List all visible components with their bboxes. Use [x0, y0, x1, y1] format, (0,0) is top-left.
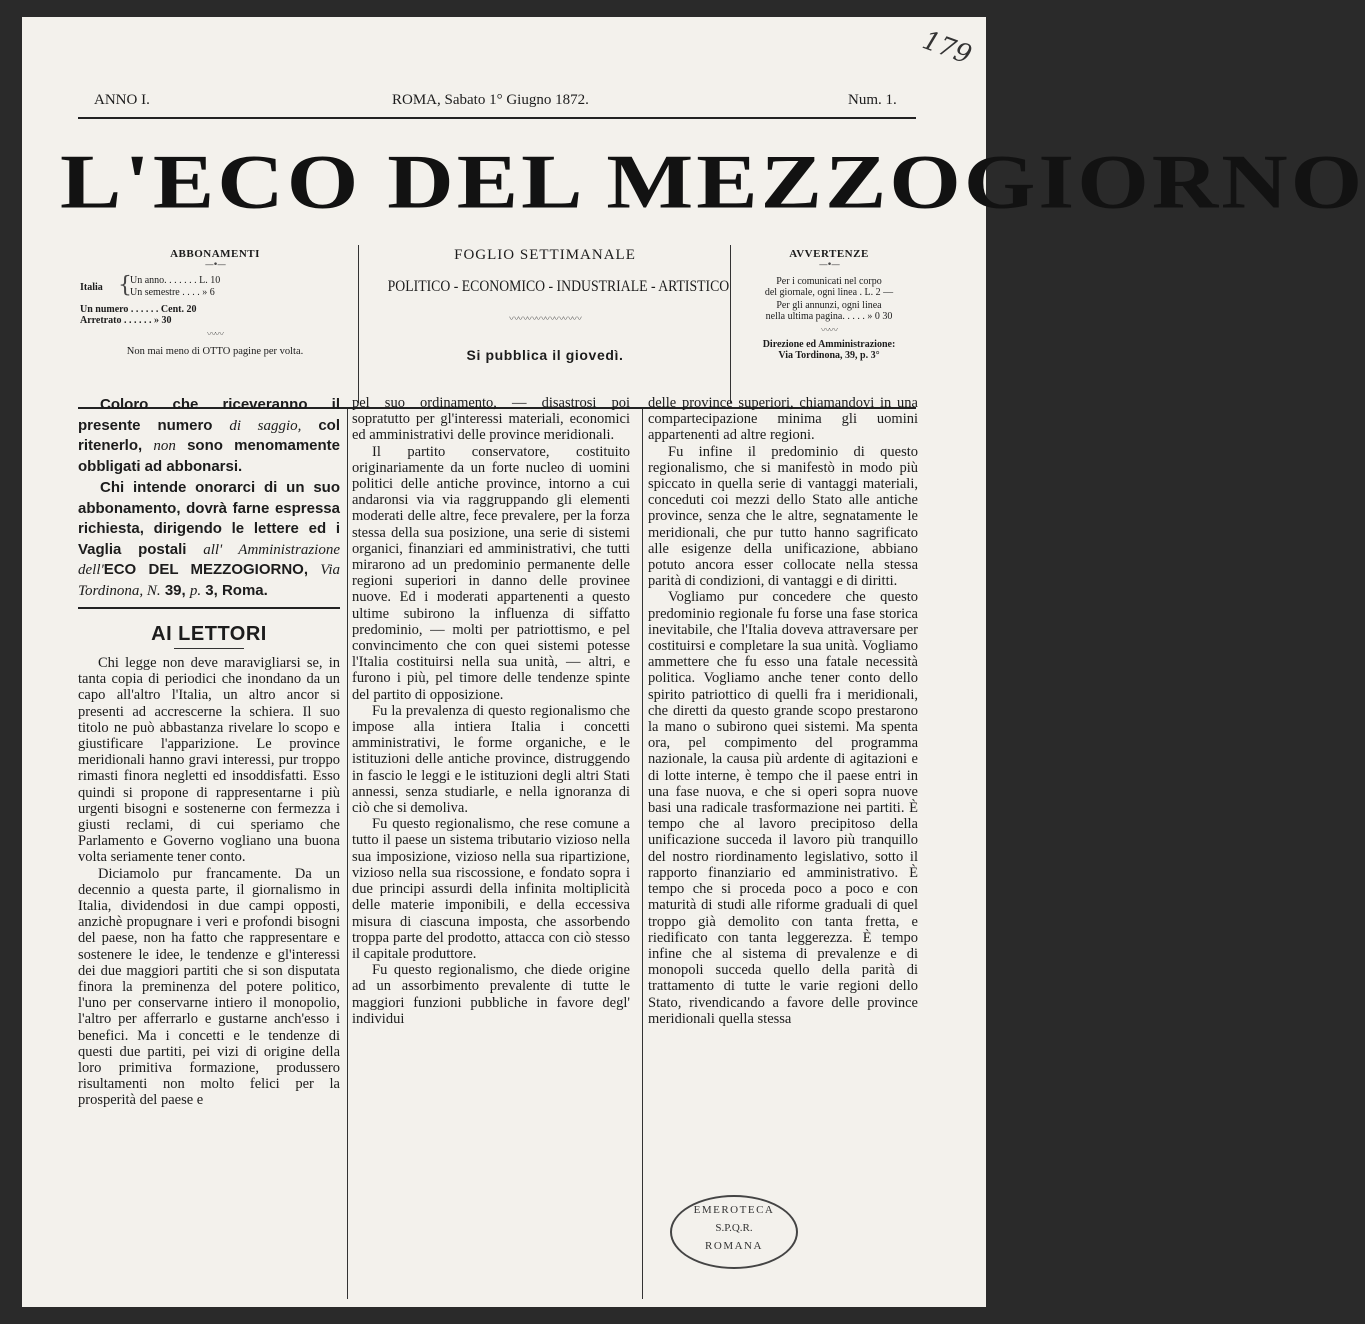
- notices-line2: del giornale, ogni linea . L. 2 —: [764, 287, 894, 298]
- subtitle-line1: FOGLIO SETTIMANALE: [454, 247, 636, 263]
- notices-line3: Per gli annunzi, ogni linea: [776, 300, 882, 311]
- paragraph: pel suo ordinamento, — disastrosi poi sopratutto per gl'interessi materiali, economici ed amministrativi delle province meridionali.: [352, 395, 630, 444]
- dateline: ROMA, Sabato 1° Giugno 1872.: [392, 92, 589, 108]
- subscription-semester: Un semestre . . . . » 6: [130, 287, 215, 298]
- paragraph: delle province superiori, chiamandovi in una compartecipazione minima gli uomini appartenenti ad altre regioni.: [648, 395, 918, 444]
- subscriptions-heading: ABBONAMENTI: [170, 248, 260, 260]
- subtitle-line2: POLITICO - ECONOMICO - INDUSTRIALE - ARTISTICO: [387, 278, 730, 295]
- paragraph: Fu questo regionalismo, che diede origine ad un assorbimento prevalente di tutte le maggiori funzioni pubbliche in favore degl' individui: [352, 962, 630, 1027]
- paragraph: Vogliamo pur concedere che questo predominio regionale fu forse una fase storica inevitabile, che l'Italia doveva attraversare per costituirsi e completare la sua unità. Vogliamo ammettere che fu esso una fatale necessità politica. Vogliamo anche tener conto dello spirito patriottico di quelli fra i meridionali, che diretti da questo grande scopo prestarono la mano o subirono quei sistemi. Ma spenta ora, pel compimento del programma nazionale, la causa più ardente di agitazioni e di lotte interne, è tempo che il paese entri in una fase nuova, e che si operi sopra nuove basi una radicale trasformazione nei partiti. È tempo che al lavoro precipitoso della unificazione succeda il lavoro più tranquillo del nostro riordinamento legislativo, sotto il rapporto finanziario ed amministrativo. È tempo che si proceda poco a poco e con maturità di studi alle riforme graduali di quel troppo già demolito con tanta fretta, e riedificato con tanta leggerezza. È tempo infine che al sistema di prevalenze e di monopoli succeda quello della parità di trattamento di tutte le varie regioni dello Stato, rivendicando a favore delle province meridionali quella stessa: [648, 589, 918, 1027]
- paragraph: Fu infine il predominio di questo regionalismo, che si manifestò in modo più spiccato in quella serie di vantaggi materiali, conceduti coi mezzi dello Stato alle antiche province, senza che le altre, segnatamente le meridionali, che pur tutto hanno sagrificato alle esigenze della unificazione, abbiano potuto ancora esser collocate nella stessa parità di condizioni, di vantaggi e di diritti.: [648, 443, 918, 590]
- heading-underline: [174, 648, 244, 649]
- column-1: [78, 395, 340, 1109]
- article-column-3: [648, 395, 918, 1027]
- notice-rule: [78, 607, 340, 609]
- publication-schedule: Si pubblica il giovedì.: [466, 347, 624, 363]
- year-label: ANNO I.: [94, 92, 150, 108]
- newspaper-page: [22, 17, 1365, 1307]
- ornament: 〰〰: [820, 326, 837, 336]
- header-divider-left: [358, 245, 359, 403]
- issue-number: Num. 1.: [848, 92, 897, 108]
- single-issue-price: Un numero . . . . . . Cent. 20: [80, 304, 197, 315]
- notices-line4: nella ultima pagina. . . . . » 0 30: [765, 311, 893, 322]
- paragraph: Diciamolo pur francamente. Da un decennio a questa parte, il giornalismo in Italia, dividendosi in due campi opposti, anzichè propugnare i veri e profondi bisogni del paese, non ha fatto che rappresentare e sostenere le idee, le tendenze e gl'interessi dei due maggiori partiti che si son disputata finora la preminenza del potere politico, l'uno per conservarne intiero il monopolio, l'altro per afferrarlo e gustarne anch'esso i benefici. Ma i concetti e le tendenze di questi due partiti, pei vizi di origine della loro primitiva formazione, produssero risultamenti non molto felici per la prosperità del paese e: [78, 865, 340, 1109]
- subscription-year: Un anno. . . . . . . L. 10: [130, 275, 221, 286]
- paragraph: Fu la prevalenza di questo regionalismo che impose alla intiera Italia i concetti amministrativi, le forme organiche, e le istituzioni delle antiche province, distruggendo in fascio le leggi e le istituzioni degli altri Stati annessi, senza studiarle, e nella ignoranza di ciò che si demoliva.: [352, 702, 630, 817]
- library-stamp: [670, 1195, 798, 1269]
- admin-line1: Direzione ed Amministrazione:: [762, 339, 896, 350]
- center-header: [362, 247, 728, 363]
- stamp-top: EMEROTECA: [693, 1204, 775, 1216]
- brace-glyph: {: [118, 273, 132, 298]
- ornament: —•—: [818, 260, 840, 270]
- paragraph: Fu questo regionalismo, che rese comune a tutto il paese un sistema tributario vizioso nella sua imposizione, vizioso nella sua ripartizione, vizioso nella sua riscossione, e fondato sopra i due principi assurdi della infinita moltiplicità delle materie imponibili, e della eccessiva misura di ciascuna imposta, che assorbendo troppa parte del prodotto, attacca con ciò stesso il capitale produttore.: [352, 816, 630, 962]
- notices-line1: Per i comunicati nel corpo: [776, 276, 882, 287]
- subscriptions-region: Italia: [80, 282, 103, 293]
- notices-heading: AVVERTENZE: [789, 248, 869, 260]
- stamp-bottom: ROMANA: [705, 1240, 763, 1252]
- article-heading: AI LETTORI: [151, 623, 267, 645]
- page-number-handwritten: 179: [918, 25, 976, 71]
- ornament: 〰〰: [206, 330, 223, 340]
- paragraph: Chi legge non deve maravigliarsi se, in tanta copia di periodici che inondano da un capo all'altro l'Italia, un altro ancor si presenti ad accrescerne la schiera. Il suo titolo ne può abbastanza rivelare lo scopo e giustificare l'apparizione. Le province meridionali hanno gravi interessi, pur troppo rimasti finora negletti ed insoddisfatti. Esso quindi si propone di rappresentarne i più urgenti bisogni e sostenerne con fermezza i giusti reclami, di cui speriamo che Parlamento e Governo vogliano una buona volta seriamente tener conto.: [78, 655, 340, 866]
- newspaper-title: L'ECO DEL MEZZOGIORNO: [60, 138, 1365, 225]
- admin-line2: Via Tordinona, 39, p. 3°: [778, 350, 880, 361]
- notices-box: [734, 249, 924, 361]
- subscriptions-box: [80, 249, 350, 358]
- column-divider-2: [642, 409, 643, 1299]
- header-divider-right: [730, 245, 731, 403]
- subscription-notice: Coloro che riceveranno il presente numero di saggio, col ritenerlo, non sono menomamente obbligati ad abbonarsi. Chi intende onorarci di un suo abbonamento, dovrà farne espressa richiesta, dirigendo le lettere ed i Vaglia postali all' Amministrazione dell'ECO DEL MEZZOGIORNO, Via Tordinona, N. 39, p. 3, Roma.: [78, 396, 340, 599]
- column-divider-1: [347, 409, 348, 1299]
- ornament: 〰〰〰〰〰〰〰〰: [509, 314, 581, 325]
- paragraph: Il partito conservatore, costituito originariamente da un forte nucleo di uomini politici delle antiche province, intorno a cui andaronsi via via raggruppando gli elementi moderati delle altre, fece prevalere, per la forza stessa della sua posizione, una serie di sistemi organici, finanziari ed amministrativi, che tutti mirarono ad un predominio permanente delle regioni superiori in danno delle provinee nuove. Ed i moderati appartenenti a questo ultime subirono la influenza di siffatto predominio, — molti per patriottismo, e pel convincimento che con quei sistemi potesse l'Italia costituirsi nella sua unità, — altri, e furono i più, pel timore delle tendenze spinte del partito di opposizione.: [352, 443, 630, 703]
- subscriptions-note: Non mai meno di OTTO pagine per volta.: [126, 346, 304, 357]
- back-issue-price: Arretrato . . . . . . » 30: [80, 315, 172, 326]
- article-column-2: [352, 395, 630, 1027]
- stamp-middle: S.P.Q.R.: [715, 1222, 753, 1234]
- article-column-1: [78, 655, 340, 1109]
- top-rule: [78, 117, 916, 119]
- ornament: —•—: [204, 260, 226, 270]
